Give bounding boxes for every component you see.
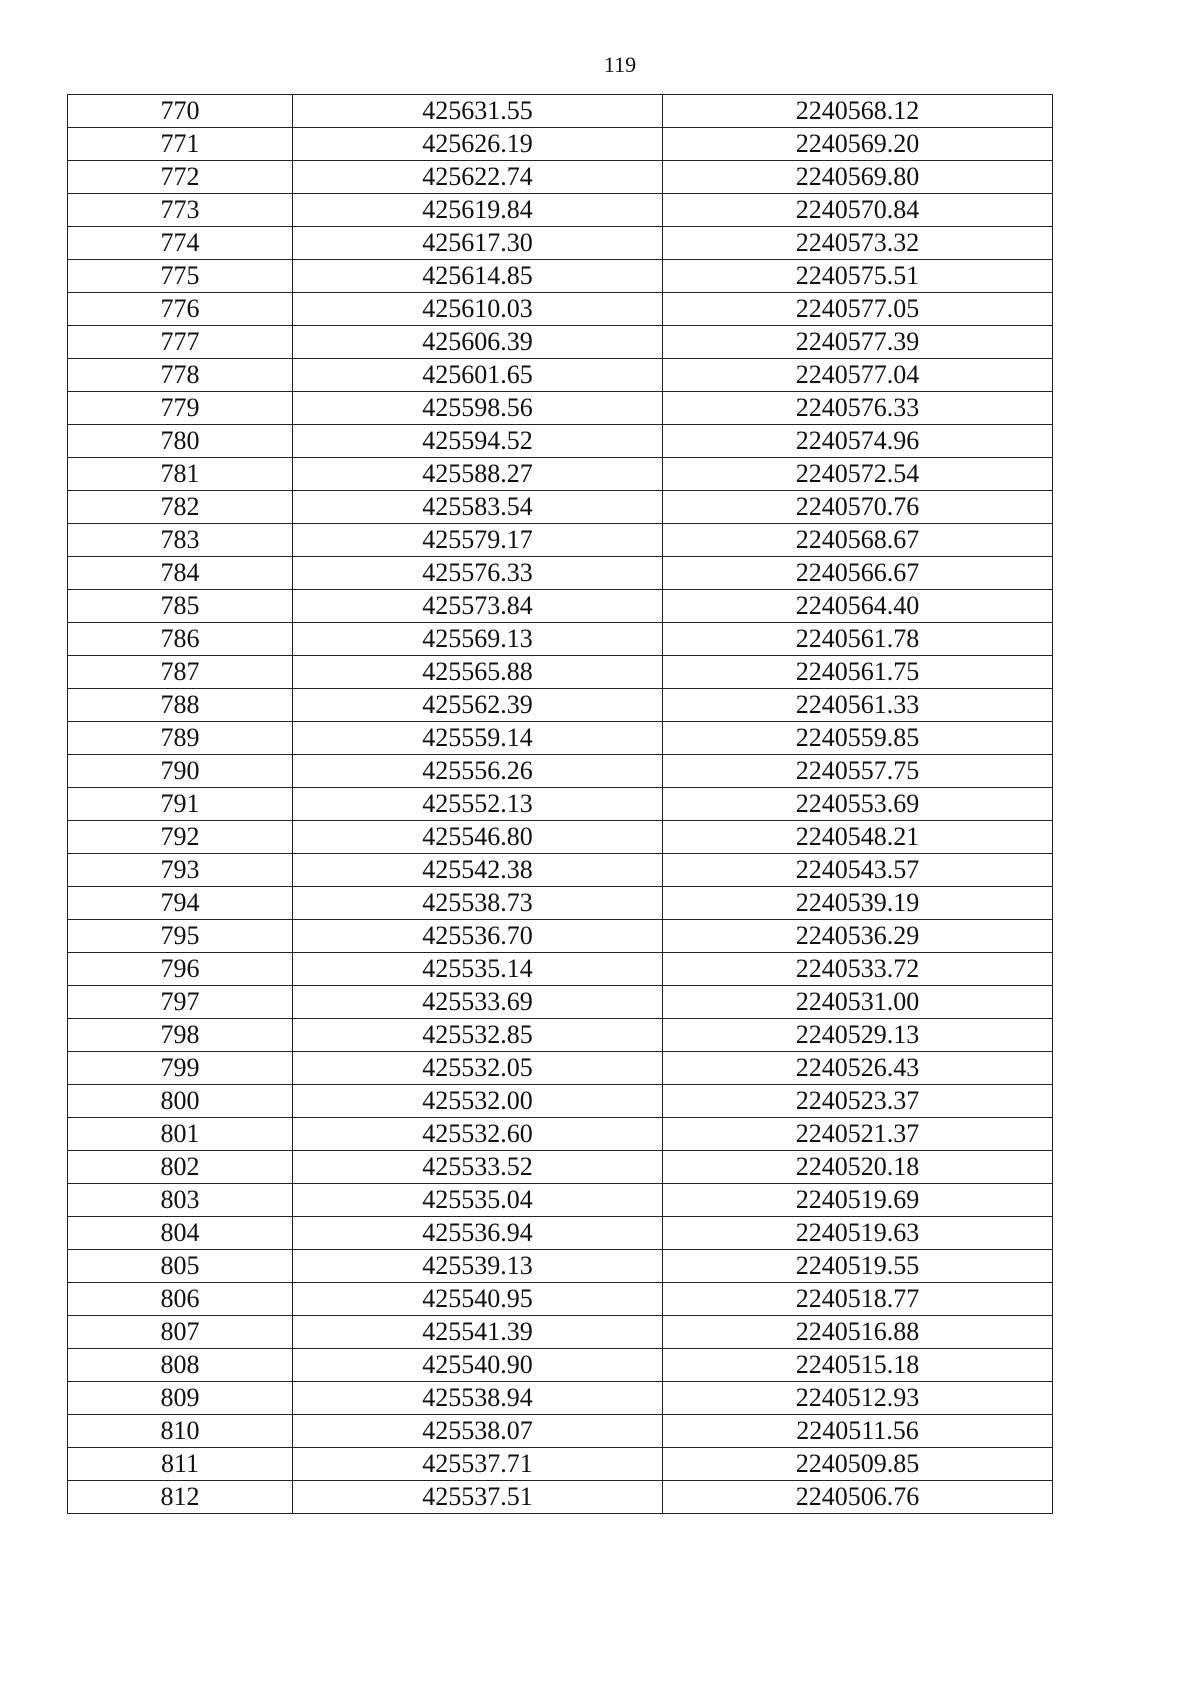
point-number-cell: 790: [68, 755, 293, 788]
point-number-cell: 788: [68, 689, 293, 722]
y-coordinate-cell: 2240572.54: [663, 458, 1053, 491]
y-coordinate-cell: 2240516.88: [663, 1316, 1053, 1349]
table-row: [68, 359, 1053, 392]
x-coordinate-cell: 425538.73: [293, 887, 663, 920]
table-row: [68, 557, 1053, 590]
x-coordinate-cell: 425565.88: [293, 656, 663, 689]
table-row: [68, 260, 1053, 293]
table-row: [68, 1085, 1053, 1118]
point-number-cell: 773: [68, 194, 293, 227]
x-coordinate-cell: 425583.54: [293, 491, 663, 524]
y-coordinate-cell: 2240553.69: [663, 788, 1053, 821]
point-number-cell: 774: [68, 227, 293, 260]
x-coordinate-cell: 425552.13: [293, 788, 663, 821]
point-number-cell: 811: [68, 1448, 293, 1481]
point-number-cell: 810: [68, 1415, 293, 1448]
table-row: [68, 1217, 1053, 1250]
y-coordinate-cell: 2240561.78: [663, 623, 1053, 656]
point-number-cell: 772: [68, 161, 293, 194]
y-coordinate-cell: 2240531.00: [663, 986, 1053, 1019]
table-row: [68, 1481, 1053, 1514]
table-row: [68, 1448, 1053, 1481]
y-coordinate-cell: 2240569.20: [663, 128, 1053, 161]
table-row: [68, 590, 1053, 623]
table-row: [68, 1283, 1053, 1316]
x-coordinate-cell: 425532.60: [293, 1118, 663, 1151]
y-coordinate-cell: 2240574.96: [663, 425, 1053, 458]
x-coordinate-cell: 425619.84: [293, 194, 663, 227]
table-row: [68, 227, 1053, 260]
x-coordinate-cell: 425533.52: [293, 1151, 663, 1184]
point-number-cell: 793: [68, 854, 293, 887]
y-coordinate-cell: 2240561.75: [663, 656, 1053, 689]
y-coordinate-cell: 2240521.37: [663, 1118, 1053, 1151]
y-coordinate-cell: 2240548.21: [663, 821, 1053, 854]
x-coordinate-cell: 425610.03: [293, 293, 663, 326]
x-coordinate-cell: 425631.55: [293, 95, 663, 128]
x-coordinate-cell: 425537.51: [293, 1481, 663, 1514]
point-number-cell: 777: [68, 326, 293, 359]
point-number-cell: 776: [68, 293, 293, 326]
point-number-cell: 781: [68, 458, 293, 491]
y-coordinate-cell: 2240509.85: [663, 1448, 1053, 1481]
point-number-cell: 806: [68, 1283, 293, 1316]
point-number-cell: 800: [68, 1085, 293, 1118]
x-coordinate-cell: 425562.39: [293, 689, 663, 722]
table-row: [68, 326, 1053, 359]
point-number-cell: 803: [68, 1184, 293, 1217]
y-coordinate-cell: 2240536.29: [663, 920, 1053, 953]
coordinates-table: [67, 94, 1053, 1514]
x-coordinate-cell: 425617.30: [293, 227, 663, 260]
point-number-cell: 780: [68, 425, 293, 458]
y-coordinate-cell: 2240512.93: [663, 1382, 1053, 1415]
table-row: [68, 689, 1053, 722]
point-number-cell: 783: [68, 524, 293, 557]
table-row: [68, 722, 1053, 755]
x-coordinate-cell: 425532.00: [293, 1085, 663, 1118]
y-coordinate-cell: 2240539.19: [663, 887, 1053, 920]
page-number: 119: [603, 52, 637, 77]
point-number-cell: 784: [68, 557, 293, 590]
point-number-cell: 770: [68, 95, 293, 128]
y-coordinate-cell: 2240568.67: [663, 524, 1053, 557]
x-coordinate-cell: 425532.85: [293, 1019, 663, 1052]
x-coordinate-cell: 425535.04: [293, 1184, 663, 1217]
x-coordinate-cell: 425538.94: [293, 1382, 663, 1415]
table-row: [68, 1250, 1053, 1283]
x-coordinate-cell: 425532.05: [293, 1052, 663, 1085]
x-coordinate-cell: 425559.14: [293, 722, 663, 755]
table-row: [68, 1316, 1053, 1349]
table-row: [68, 95, 1053, 128]
point-number-cell: 799: [68, 1052, 293, 1085]
y-coordinate-cell: 2240566.67: [663, 557, 1053, 590]
y-coordinate-cell: 2240557.75: [663, 755, 1053, 788]
table-row: [68, 1382, 1053, 1415]
point-number-cell: 795: [68, 920, 293, 953]
point-number-cell: 779: [68, 392, 293, 425]
table-row: [68, 788, 1053, 821]
y-coordinate-cell: 2240561.33: [663, 689, 1053, 722]
y-coordinate-cell: 2240570.84: [663, 194, 1053, 227]
table-row: [68, 194, 1053, 227]
y-coordinate-cell: 2240519.69: [663, 1184, 1053, 1217]
x-coordinate-cell: 425541.39: [293, 1316, 663, 1349]
x-coordinate-cell: 425540.90: [293, 1349, 663, 1382]
table-row: [68, 161, 1053, 194]
y-coordinate-cell: 2240577.04: [663, 359, 1053, 392]
table-row: [68, 1118, 1053, 1151]
y-coordinate-cell: 2240523.37: [663, 1085, 1053, 1118]
x-coordinate-cell: 425569.13: [293, 623, 663, 656]
y-coordinate-cell: 2240520.18: [663, 1151, 1053, 1184]
x-coordinate-cell: 425601.65: [293, 359, 663, 392]
table-row: [68, 1415, 1053, 1448]
y-coordinate-cell: 2240515.18: [663, 1349, 1053, 1382]
table-row: [68, 854, 1053, 887]
y-coordinate-cell: 2240573.32: [663, 227, 1053, 260]
table-row: [68, 425, 1053, 458]
y-coordinate-cell: 2240529.13: [663, 1019, 1053, 1052]
y-coordinate-cell: 2240526.43: [663, 1052, 1053, 1085]
point-number-cell: 796: [68, 953, 293, 986]
table-row: [68, 656, 1053, 689]
x-coordinate-cell: 425542.38: [293, 854, 663, 887]
x-coordinate-cell: 425576.33: [293, 557, 663, 590]
point-number-cell: 794: [68, 887, 293, 920]
table-row: [68, 821, 1053, 854]
table-row: [68, 524, 1053, 557]
x-coordinate-cell: 425536.94: [293, 1217, 663, 1250]
x-coordinate-cell: 425539.13: [293, 1250, 663, 1283]
point-number-cell: 771: [68, 128, 293, 161]
x-coordinate-cell: 425579.17: [293, 524, 663, 557]
point-number-cell: 786: [68, 623, 293, 656]
x-coordinate-cell: 425533.69: [293, 986, 663, 1019]
x-coordinate-cell: 425556.26: [293, 755, 663, 788]
table-row: [68, 1151, 1053, 1184]
y-coordinate-cell: 2240519.63: [663, 1217, 1053, 1250]
y-coordinate-cell: 2240518.77: [663, 1283, 1053, 1316]
x-coordinate-cell: 425626.19: [293, 128, 663, 161]
x-coordinate-cell: 425606.39: [293, 326, 663, 359]
x-coordinate-cell: 425540.95: [293, 1283, 663, 1316]
x-coordinate-cell: 425536.70: [293, 920, 663, 953]
point-number-cell: 805: [68, 1250, 293, 1283]
table-row: [68, 1349, 1053, 1382]
x-coordinate-cell: 425546.80: [293, 821, 663, 854]
y-coordinate-cell: 2240576.33: [663, 392, 1053, 425]
table-row: [68, 887, 1053, 920]
table-row: [68, 491, 1053, 524]
y-coordinate-cell: 2240570.76: [663, 491, 1053, 524]
point-number-cell: 797: [68, 986, 293, 1019]
point-number-cell: 778: [68, 359, 293, 392]
y-coordinate-cell: 2240533.72: [663, 953, 1053, 986]
point-number-cell: 801: [68, 1118, 293, 1151]
point-number-cell: 782: [68, 491, 293, 524]
table-row: [68, 953, 1053, 986]
point-number-cell: 807: [68, 1316, 293, 1349]
point-number-cell: 787: [68, 656, 293, 689]
x-coordinate-cell: 425535.14: [293, 953, 663, 986]
y-coordinate-cell: 2240577.39: [663, 326, 1053, 359]
y-coordinate-cell: 2240568.12: [663, 95, 1053, 128]
point-number-cell: 809: [68, 1382, 293, 1415]
table-row: [68, 755, 1053, 788]
y-coordinate-cell: 2240519.55: [663, 1250, 1053, 1283]
y-coordinate-cell: 2240575.51: [663, 260, 1053, 293]
point-number-cell: 791: [68, 788, 293, 821]
point-number-cell: 792: [68, 821, 293, 854]
table-row: [68, 293, 1053, 326]
point-number-cell: 789: [68, 722, 293, 755]
x-coordinate-cell: 425594.52: [293, 425, 663, 458]
x-coordinate-cell: 425573.84: [293, 590, 663, 623]
y-coordinate-cell: 2240511.56: [663, 1415, 1053, 1448]
table-row: [68, 128, 1053, 161]
point-number-cell: 798: [68, 1019, 293, 1052]
point-number-cell: 785: [68, 590, 293, 623]
table-row: [68, 392, 1053, 425]
y-coordinate-cell: 2240564.40: [663, 590, 1053, 623]
coordinates-table-body: [68, 95, 1053, 1514]
table-row: [68, 1019, 1053, 1052]
table-row: [68, 1052, 1053, 1085]
table-row: [68, 1184, 1053, 1217]
y-coordinate-cell: 2240506.76: [663, 1481, 1053, 1514]
x-coordinate-cell: 425537.71: [293, 1448, 663, 1481]
point-number-cell: 804: [68, 1217, 293, 1250]
table-row: [68, 986, 1053, 1019]
x-coordinate-cell: 425588.27: [293, 458, 663, 491]
y-coordinate-cell: 2240569.80: [663, 161, 1053, 194]
x-coordinate-cell: 425538.07: [293, 1415, 663, 1448]
y-coordinate-cell: 2240543.57: [663, 854, 1053, 887]
point-number-cell: 808: [68, 1349, 293, 1382]
y-coordinate-cell: 2240559.85: [663, 722, 1053, 755]
table-row: [68, 623, 1053, 656]
point-number-cell: 775: [68, 260, 293, 293]
x-coordinate-cell: 425614.85: [293, 260, 663, 293]
table-row: [68, 920, 1053, 953]
point-number-cell: 812: [68, 1481, 293, 1514]
table-row: [68, 458, 1053, 491]
x-coordinate-cell: 425622.74: [293, 161, 663, 194]
point-number-cell: 802: [68, 1151, 293, 1184]
x-coordinate-cell: 425598.56: [293, 392, 663, 425]
y-coordinate-cell: 2240577.05: [663, 293, 1053, 326]
